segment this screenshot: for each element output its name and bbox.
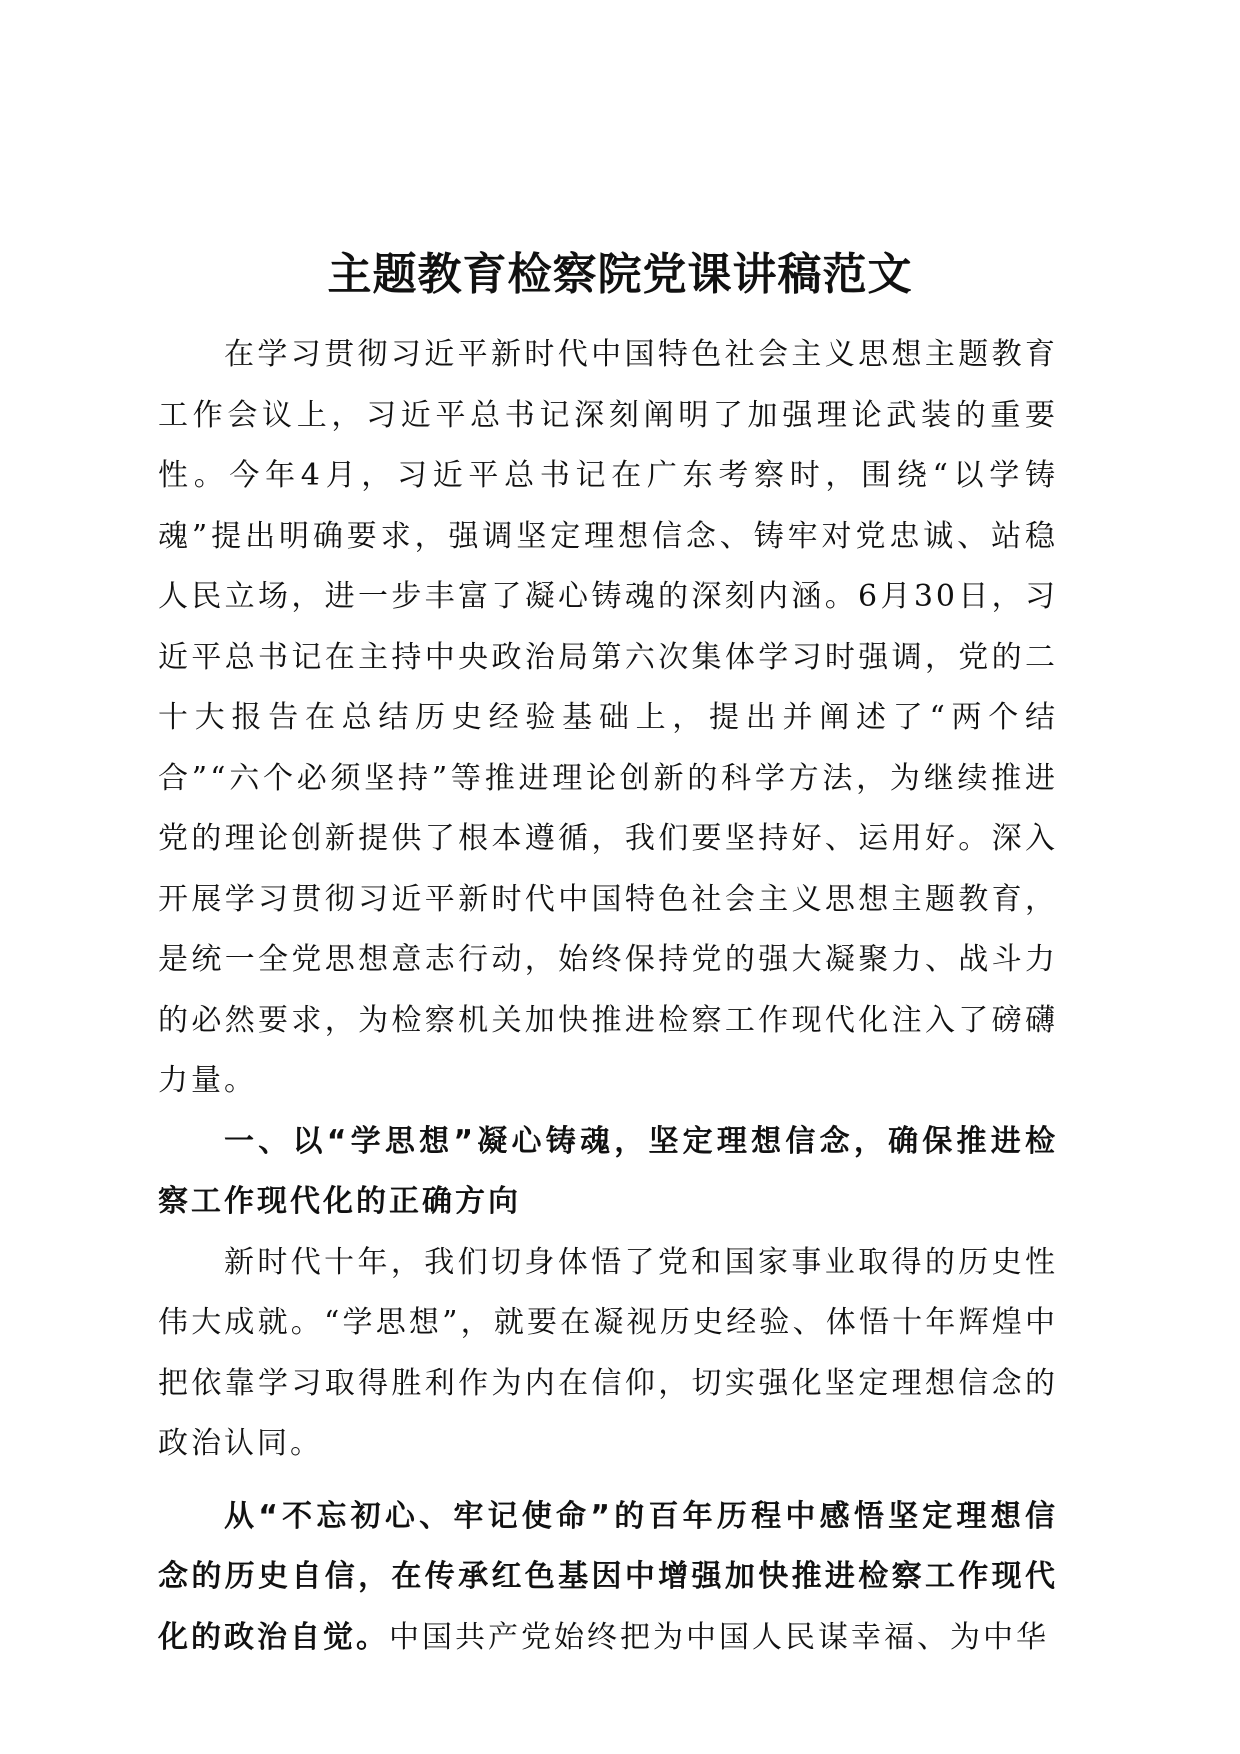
bold-lead-sentence: 从“不忘初心、牢记使命”的百年历程中感悟坚定理想信念的历史自信，在传承红色基因中增强加快推进检察工作现代化的政治自觉。 (158, 1498, 1058, 1655)
paragraph-intro: 在学习贯彻习近平新时代中国特色社会主义思想主题教育工作会议上，习近平总书记深刻阐明了加强理论武装的重要性。今年4月，习近平总书记在广东考察时，围绕“以学铸魂”提出明确要求，强调坚定理想信念、铸牢对党忠诚、站稳人民立场，进一步丰富了凝心铸魂的深刻内涵。6月30日，习近平总书记在主持中央政治局第六次集体学习时强调，党的二十大报告在总结历史经验基础上，提出并阐述了“两个结合”“六个必须坚持”等推进理论创新的科学方法，为继续推进党的理论创新提供了根本遵循，我们要坚持好、运用好。深入开展学习贯彻习近平新时代中国特色社会主义思想主题教育，是统一全党思想意志行动，始终保持党的强大凝聚力、战斗力的必然要求，为检察机关加快推进检察工作现代化注入了磅礴力量。 (158, 337, 1058, 1098)
paragraph-continuation: 中国共产党始终把为中国人民谋幸福、为中华 (389, 1619, 1049, 1655)
section-heading-1: 一、以“学思想”凝心铸魂，坚定理想信念，确保推进检察工作现代化的正确方向 (158, 1123, 1058, 1219)
document-title: 主题教育检察院党课讲稿范文 (327, 249, 913, 300)
paragraph-section-1-point-1 (158, 1487, 1058, 1669)
paragraph-section-1-intro: 新时代十年，我们切身体悟了党和国家事业取得的历史性伟大成就。“学思想”，就要在凝视历史经验、体悟十年辉煌中把依靠学习取得胜利作为内在信仰，切实强化坚定理想信念的政治认同。 (158, 1244, 1058, 1461)
document-body (158, 325, 1058, 1668)
